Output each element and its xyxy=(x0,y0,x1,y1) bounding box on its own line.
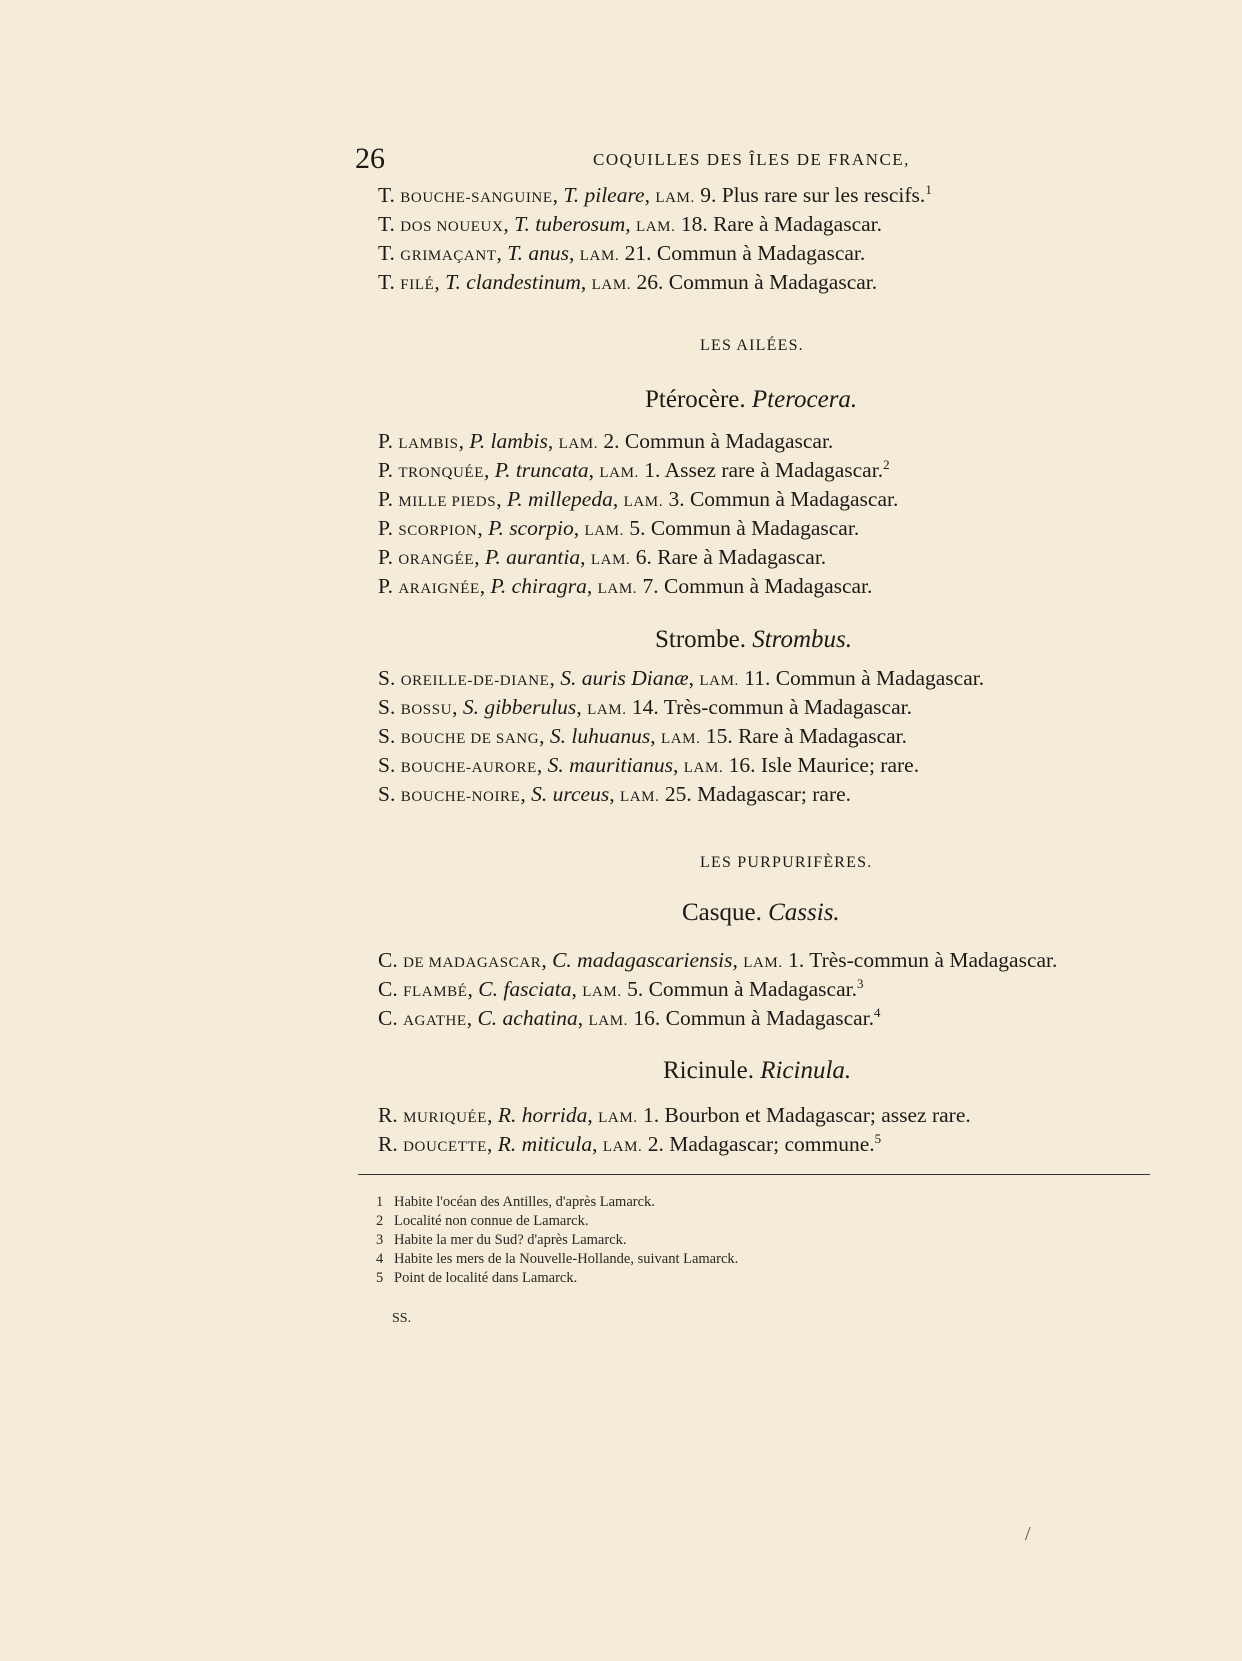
scientific-name: P. chiragra xyxy=(490,574,587,598)
scientific-name: P. aurantia xyxy=(484,545,581,569)
genus-initial: S. xyxy=(378,666,396,690)
species-entry: S. OREILLE-DE-DIANE, S. auris Dianæ, LAM. 11. Commun à Madagascar. xyxy=(378,666,985,690)
entry-list-ricinula xyxy=(378,1101,971,1159)
author-abbrev: LAM. xyxy=(598,1110,638,1126)
species-entry: C. FLAMBÉ, C. fasciata, LAM. 5. Commun à Madagascar.$^3$ xyxy=(378,975,864,1001)
common-name: FLAMBÉ xyxy=(403,984,468,1000)
author-abbrev: LAM. xyxy=(660,731,701,747)
genus-initial: P. xyxy=(378,429,393,453)
locality-note: Assez rare à Madagascar. xyxy=(664,458,884,482)
genus-initial: S. xyxy=(378,695,396,719)
scientific-name: C. madagascariensis xyxy=(552,948,733,972)
species-number: 16. xyxy=(633,1006,661,1030)
species-entry: T. DOS NOUEUX, T. tuberosum, LAM. 18. Rare à Madagascar. xyxy=(378,212,883,236)
scientific-name: C. fasciata xyxy=(478,977,572,1001)
locality-note: Bourbon et Madagascar; assez rare. xyxy=(664,1103,971,1127)
common-name: DOS NOUEUX xyxy=(400,219,504,235)
genus-initial: P. xyxy=(378,516,393,540)
footnote-ref: 2 xyxy=(883,456,890,472)
footnote-number: 1 xyxy=(376,1194,384,1210)
common-name: DOUCETTE xyxy=(403,1139,488,1155)
genus-initial: P. xyxy=(378,458,393,482)
species-number: 2. xyxy=(603,429,620,453)
genus-latin-name: Ricinula. xyxy=(760,1057,852,1084)
species-number: 21. xyxy=(624,241,652,265)
footnote-text: Habite la mer du Sud? d'après Lamarck. xyxy=(394,1232,627,1248)
author-abbrev: LAM. xyxy=(602,1139,643,1155)
locality-note: Commun à Madagascar. xyxy=(648,977,857,1001)
genus-latin-name: Pterocera. xyxy=(751,386,858,413)
locality-note: Commun à Madagascar. xyxy=(668,270,878,294)
locality-note: Commun à Madagascar. xyxy=(650,516,860,540)
species-entry: C. AGATHE, C. achatina, LAM. 16. Commun à Madagascar.$^4$ xyxy=(378,1004,881,1030)
author-abbrev: LAM. xyxy=(588,1013,629,1029)
scientific-name: C. achatina xyxy=(477,1006,578,1030)
author-abbrev: LAM. xyxy=(655,190,695,206)
footnote xyxy=(376,1269,738,1288)
locality-note: Commun à Madagascar. xyxy=(775,666,985,690)
scientific-name: R. horrida xyxy=(497,1103,588,1127)
signature-mark: SS. xyxy=(392,1311,412,1326)
locality-note: Commun à Madagascar. xyxy=(689,487,899,511)
running-head xyxy=(355,142,925,176)
footnote-text: Localité non connue de Lamarck. xyxy=(394,1213,589,1229)
common-name: GRIMAÇANT xyxy=(400,248,497,264)
scientific-name: P. millepeda xyxy=(506,487,613,511)
genus-initial: C. xyxy=(378,977,398,1001)
common-name: BOUCHE-AURORE xyxy=(400,760,537,776)
species-number: 14. xyxy=(631,695,659,719)
scientific-name: S. mauritianus xyxy=(547,753,674,777)
footnote-rule xyxy=(358,1174,1150,1175)
species-entry: R. MURIQUÉE, R. horrida, LAM. 1. Bourbon et Madagascar; assez rare. xyxy=(378,1103,971,1127)
genus-initial: R. xyxy=(378,1103,398,1127)
common-name: MILLE PIEDS xyxy=(398,494,497,510)
author-abbrev: LAM. xyxy=(558,436,599,452)
species-number: 26. xyxy=(636,270,664,294)
species-entry: C. DE MADAGASCAR, C. madagascariensis, LAM. 1. Très-commun à Madagascar. xyxy=(378,948,1058,972)
locality-note: Très-commun à Madagascar. xyxy=(663,695,912,719)
scientific-name: S. auris Dianæ xyxy=(560,666,689,690)
footnote-number: 2 xyxy=(376,1213,384,1229)
locality-note: Madagascar; rare. xyxy=(697,782,852,806)
species-number: 11. xyxy=(744,666,771,690)
scientific-name: S. gibberulus xyxy=(462,695,577,719)
species-number: 1. xyxy=(643,1103,660,1127)
section-heading-purpuriferes: LES PURPURIFÈRES. xyxy=(700,854,873,871)
footnote-number: 5 xyxy=(376,1270,384,1286)
species-entry: S. BOSSU, S. gibberulus, LAM. 14. Très-commun à Madagascar. xyxy=(378,695,912,719)
footnote xyxy=(376,1250,738,1269)
genus-initial: S. xyxy=(378,724,396,748)
footnotes xyxy=(376,1193,738,1288)
genus-initial: T. xyxy=(378,270,395,294)
scientific-name: T. anus xyxy=(507,241,570,265)
running-title: COQUILLES DES ÎLES DE FRANCE, xyxy=(593,150,910,169)
species-entry: P. ORANGÉE, P. aurantia, LAM. 6. Rare à Madagascar. xyxy=(378,545,827,569)
common-name: FILÉ xyxy=(400,277,435,293)
entry-list-cassis xyxy=(378,946,1057,1033)
species-number: 5. xyxy=(627,977,644,1001)
genus-heading-strombus xyxy=(655,626,852,654)
species-entry: P. MILLE PIEDS, P. millepeda, LAM. 3. Commun à Madagascar. xyxy=(378,487,899,511)
page-number: 26 xyxy=(355,142,385,175)
section-heading-ailees: LES AILÉES. xyxy=(700,337,804,354)
entry-list-triton xyxy=(378,181,932,297)
scientific-name: P. lambis xyxy=(469,429,548,453)
footnote-text: Point de localité dans Lamarck. xyxy=(394,1270,578,1286)
genus-initial: S. xyxy=(378,782,396,806)
author-abbrev: LAM. xyxy=(584,523,624,539)
locality-note: Commun à Madagascar. xyxy=(656,241,866,265)
author-abbrev: LAM. xyxy=(590,552,631,568)
locality-note: Commun à Madagascar. xyxy=(664,574,873,598)
common-name: LAMBIS xyxy=(398,436,459,452)
genus-french-name: Ptérocère. xyxy=(645,386,746,413)
locality-note: Rare à Madagascar. xyxy=(657,545,827,569)
author-abbrev: LAM. xyxy=(619,789,660,805)
genus-initial: R. xyxy=(378,1132,398,1156)
locality-note: Plus rare sur les rescifs. xyxy=(721,183,926,207)
genus-latin-name: Strombus. xyxy=(752,626,852,653)
genus-heading-ricinula xyxy=(663,1057,851,1085)
author-abbrev: LAM. xyxy=(599,465,639,481)
species-entry: S. BOUCHE DE SANG, S. luhuanus, LAM. 15. Rare à Madagascar. xyxy=(378,724,908,748)
species-number: 1. xyxy=(788,948,805,972)
species-entry: P. LAMBIS, P. lambis, LAM. 2. Commun à Madagascar. xyxy=(378,429,834,453)
scientific-name: S. urceus xyxy=(531,782,610,806)
genus-heading-cassis xyxy=(682,899,840,927)
genus-initial: C. xyxy=(378,1006,398,1030)
species-number: 3. xyxy=(668,487,685,511)
common-name: BOUCHE-SANGUINE xyxy=(400,190,553,206)
stray-mark: / xyxy=(1025,1523,1031,1545)
author-abbrev: LAM. xyxy=(683,760,724,776)
footnote-number: 4 xyxy=(376,1251,384,1267)
species-entry: R. DOUCETTE, R. miticula, LAM. 2. Madagascar; commune.$^5$ xyxy=(378,1130,882,1156)
genus-heading-pterocera xyxy=(645,386,857,414)
common-name: ARAIGNÉE xyxy=(398,581,480,597)
footnote-number: 3 xyxy=(376,1232,384,1248)
locality-note: Commun à Madagascar. xyxy=(624,429,834,453)
footnote-ref: 4 xyxy=(874,1004,881,1020)
genus-initial: T. xyxy=(378,183,395,207)
common-name: AGATHE xyxy=(403,1013,467,1029)
footnote-ref: 1 xyxy=(925,181,932,197)
author-abbrev: LAM. xyxy=(587,702,627,718)
genus-french-name: Ricinule. xyxy=(663,1057,754,1084)
locality-note: Commun à Madagascar. xyxy=(665,1006,875,1030)
scientific-name: R. miticula xyxy=(497,1132,593,1156)
footnote-ref: 3 xyxy=(856,975,864,991)
author-abbrev: LAM. xyxy=(699,673,739,689)
species-entry: T. GRIMAÇANT, T. anus, LAM. 21. Commun à Madagascar. xyxy=(378,241,866,265)
author-abbrev: LAM. xyxy=(579,248,620,264)
genus-latin-name: Cassis. xyxy=(768,899,840,926)
common-name: ORANGÉE xyxy=(398,552,475,568)
footnote-text: Habite l'océan des Antilles, d'après Lamarck. xyxy=(394,1194,655,1210)
author-abbrev: LAM. xyxy=(597,581,638,597)
author-abbrev: LAM. xyxy=(743,955,783,971)
scientific-name: P. truncata xyxy=(494,458,589,482)
scientific-name: T. pileare xyxy=(563,183,645,207)
footnote-ref: 5 xyxy=(874,1130,882,1146)
species-entry: P. ARAIGNÉE, P. chiragra, LAM. 7. Commun à Madagascar. xyxy=(378,574,873,598)
locality-note: Isle Maurice; rare. xyxy=(760,753,920,777)
scientific-name: S. luhuanus xyxy=(549,724,651,748)
genus-french-name: Casque. xyxy=(682,899,762,926)
common-name: SCORPION xyxy=(398,523,478,539)
scientific-name: T. clandestinum xyxy=(445,270,581,294)
genus-initial: P. xyxy=(378,574,393,598)
author-abbrev: LAM. xyxy=(591,277,632,293)
common-name: TRONQUÉE xyxy=(398,465,484,481)
common-name: OREILLE-DE-DIANE xyxy=(400,673,550,689)
common-name: BOUCHE-NOIRE xyxy=(400,789,521,805)
species-entry: T. BOUCHE-SANGUINE, T. pileare, LAM. 9. Plus rare sur les rescifs.$^1$ xyxy=(378,181,932,207)
species-number: 18. xyxy=(680,212,708,236)
locality-note: Madagascar; commune. xyxy=(669,1132,875,1156)
common-name: BOUCHE DE SANG xyxy=(400,731,540,747)
genus-initial: S. xyxy=(378,753,396,777)
scientific-name: P. scorpio xyxy=(488,516,574,540)
scientific-name: T. tuberosum xyxy=(514,212,626,236)
species-number: 1. xyxy=(644,458,661,482)
author-abbrev: LAM. xyxy=(582,984,622,1000)
species-number: 25. xyxy=(664,782,692,806)
locality-note: Rare à Madagascar. xyxy=(738,724,908,748)
common-name: DE MADAGASCAR xyxy=(403,955,542,971)
species-entry: S. BOUCHE-AURORE, S. mauritianus, LAM. 16. Isle Maurice; rare. xyxy=(378,753,920,777)
species-number: 2. xyxy=(647,1132,664,1156)
genus-initial: P. xyxy=(378,487,393,511)
common-name: MURIQUÉE xyxy=(403,1110,488,1126)
entry-list-pterocera xyxy=(378,427,898,601)
species-entry: S. BOUCHE-NOIRE, S. urceus, LAM. 25. Madagascar; rare. xyxy=(378,782,852,806)
footnote xyxy=(376,1212,738,1231)
species-number: 7. xyxy=(642,574,659,598)
author-abbrev: LAM. xyxy=(623,494,664,510)
genus-initial: C. xyxy=(378,948,398,972)
locality-note: Très-commun à Madagascar. xyxy=(809,948,1058,972)
footnote xyxy=(376,1231,738,1250)
footnote xyxy=(376,1193,738,1212)
locality-note: Rare à Madagascar. xyxy=(713,212,883,236)
entry-list-strombus xyxy=(378,664,984,809)
genus-initial: P. xyxy=(378,545,393,569)
species-entry: P. TRONQUÉE, P. truncata, LAM. 1. Assez rare à Madagascar.$^2$ xyxy=(378,456,890,482)
species-number: 5. xyxy=(629,516,646,540)
footnote-text: Habite les mers de la Nouvelle-Hollande, suivant Lamarck. xyxy=(394,1251,739,1267)
species-number: 9. xyxy=(700,183,717,207)
author-abbrev: LAM. xyxy=(635,219,676,235)
species-entry: T. FILÉ, T. clandestinum, LAM. 26. Commun à Madagascar. xyxy=(378,270,878,294)
genus-initial: T. xyxy=(378,241,395,265)
species-number: 16. xyxy=(728,753,756,777)
common-name: BOSSU xyxy=(400,702,453,718)
genus-french-name: Strombe. xyxy=(655,626,746,653)
species-number: 6. xyxy=(635,545,652,569)
species-number: 15. xyxy=(705,724,733,748)
genus-initial: T. xyxy=(378,212,395,236)
species-entry: P. SCORPION, P. scorpio, LAM. 5. Commun à Madagascar. xyxy=(378,516,860,540)
